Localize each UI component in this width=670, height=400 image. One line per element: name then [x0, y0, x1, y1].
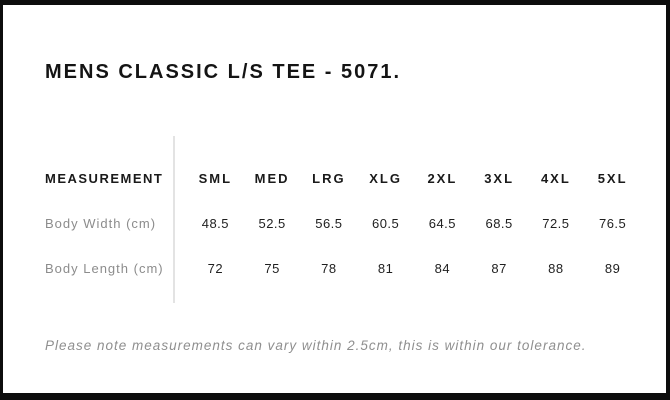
- size-col-header-5xl: 5XL: [597, 171, 628, 186]
- body-width-value: 72.5: [542, 216, 570, 231]
- body-width-value: 76.5: [598, 216, 627, 231]
- body-length-value: 87: [491, 261, 507, 276]
- measurement-column-header: MEASUREMENT: [45, 171, 164, 186]
- body-width-value: 48.5: [201, 216, 230, 231]
- body-length-value: 78: [321, 261, 337, 276]
- body-length-value: 75: [264, 261, 280, 276]
- size-chart-table: [45, 136, 641, 303]
- body-length-value: 88: [548, 261, 564, 276]
- body-length-value: 81: [377, 261, 394, 276]
- body-width-value: 68.5: [485, 216, 513, 231]
- body-length-value: 84: [434, 261, 451, 276]
- size-col-header-3xl: 3XL: [484, 171, 515, 186]
- tolerance-note: Please note measurements can vary within 2.5cm, this is within our tolerance.: [45, 338, 587, 353]
- body-width-value: 52.5: [258, 216, 286, 231]
- body-length-value: 89: [604, 261, 621, 276]
- size-col-header-xlg: XLG: [369, 171, 402, 186]
- body-width-value: 60.5: [371, 216, 400, 231]
- row-label-body-length: Body Length (cm): [45, 261, 164, 276]
- row-label-body-width: Body Width (cm): [45, 216, 157, 231]
- measurement-label-column: [45, 136, 175, 303]
- size-col-header-4xl: 4XL: [540, 171, 571, 186]
- size-col-header-med: MED: [254, 171, 290, 186]
- size-col-header-lrg: LRG: [312, 171, 346, 186]
- body-width-value: 64.5: [428, 216, 457, 231]
- body-width-value: 56.5: [315, 216, 343, 231]
- page-title: MENS CLASSIC L/S TEE - 5071.: [45, 61, 402, 84]
- size-col-header-sml: SML: [198, 171, 233, 186]
- size-values-grid: [175, 136, 641, 303]
- body-length-value: 72: [207, 261, 224, 276]
- size-col-header-2xl: 2XL: [427, 171, 458, 186]
